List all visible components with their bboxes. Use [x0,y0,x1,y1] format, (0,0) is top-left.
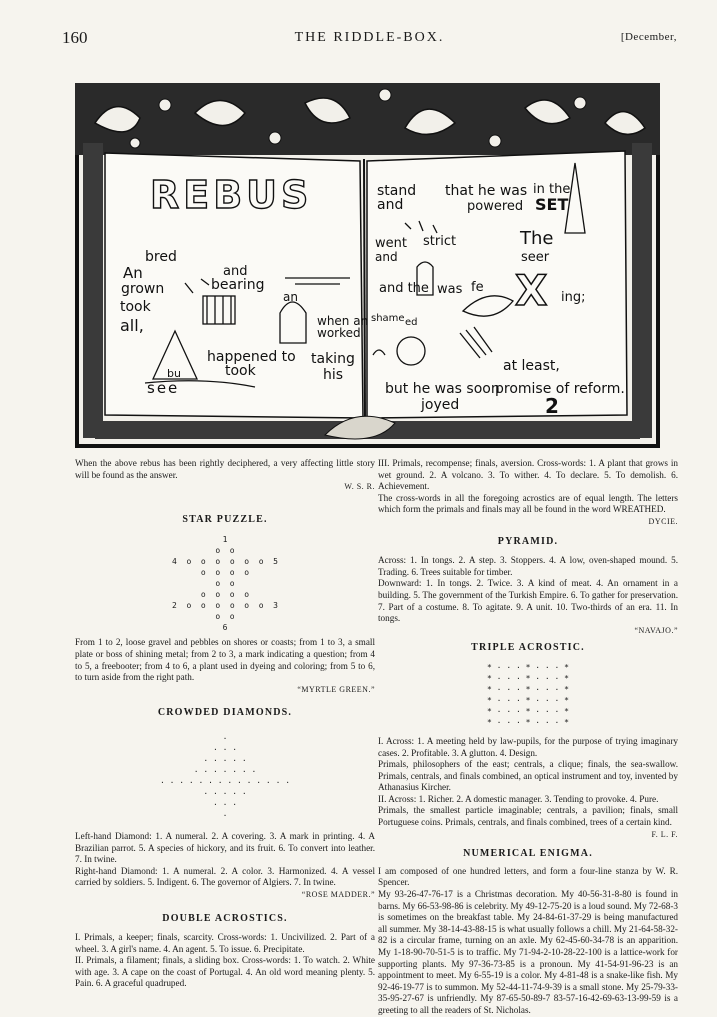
right-column [378,458,678,1017]
star-row: 2 o o o o o o 3 [172,601,278,611]
svg-text:and the: and the [379,281,429,296]
svg-text:his: his [323,367,344,383]
svg-text:X: X [515,266,548,315]
svg-text:bu: bu [167,367,181,380]
star-row: 6 [222,623,228,633]
svg-text:bred: bred [145,249,177,265]
rebus-signature: W. S. R. [344,482,375,492]
svg-text:joyed: joyed [421,397,460,413]
svg-text:stand: stand [377,183,417,199]
pyramid-downward: Downward: 1. In tongs. 2. Twice. 3. A kind of meat. 4. An ornament in a building. 5. The government of the Turkish Empire. 6. To gather for preservation. 7. Part of a costume. 8. To agitate. 9. A unit. 10. Two-thirds of an era. 11. In tongs. [378,578,678,624]
triple-acrostic-title: TRIPLE ACROSTIC. [471,642,585,654]
svg-text:happened to: happened to [207,349,296,365]
svg-text:see: see [147,379,180,397]
triple-acrostic-1: I. Across: 1. A meeting held by law-pupils, for the purpose of trying imaginary cases. 2. Profitable. 3. A glutton. 4. Design. [378,735,678,758]
svg-text:powered: powered [467,199,524,214]
svg-text:shame: shame [371,313,405,324]
rebus-caption: When the above rebus has been rightly deciphered, a very affecting little story will be found as the answer. [75,458,375,480]
svg-text:fe: fe [471,280,484,295]
star-puzzle-signature: “MYRTLE GREEN.” [297,684,375,694]
svg-text:all,: all, [120,316,144,335]
crowded-diamonds-diagram [75,733,375,821]
star-row: o o [215,579,235,589]
holly-band [75,83,660,155]
acrostic-row: * · · · * · · · * [487,695,569,705]
acrostic-row: * · · · * · · · * [487,662,569,672]
triple-acrostic-diagram [378,662,678,728]
svg-text:SET: SET [535,195,569,214]
star-puzzle-title: STAR PUZZLE. [182,513,268,525]
triple-acrostic-1-answer: Primals, philosophers of the east; centrals, a clique; finals, the sea-swallow. Primals, centrals, and finals combined, an optical instrument and toy, invented by Athanasius Kircher. [378,759,678,793]
svg-text:took: took [120,299,151,315]
diamond-row: · · · · · · · · · · · · · · [159,777,291,787]
svg-text:in the: in the [533,182,571,197]
svg-text:strict: strict [423,234,457,249]
acrostic-row: * · · · * · · · * [487,684,569,694]
svg-text:and: and [377,197,404,213]
diamond-row: · · · · · [203,755,247,765]
rebus-heading: REBUS [150,173,313,217]
diamond-row: · · · · · [203,788,247,798]
rebus-illustration [75,83,660,448]
svg-text:was: was [437,282,463,297]
star-row: o o [215,546,235,556]
star-row: o o o o [200,568,250,578]
page-number: 160 [62,28,88,47]
star-diagram [75,534,375,633]
star-puzzle-text: From 1 to 2, loose gravel and pebbles on shores or coasts; from 1 to 3, a small plate or boss of shining metal; from 2 to 3, a mark indicating a question; from 4 to 5, a freebooter; from 4 to 6, a plant used in dyeing and coloring; from 5 to 6, to turn aside from the right path. [75,637,375,683]
triple-acrostic-signature: F. L. F. [651,829,678,839]
pyramid-across: Across: 1. In tongs. 2. A step. 3. Stoppers. 4. A low, oven-shaped mound. 5. Trading. 6. Trees suitable for timber. [378,555,678,577]
numerical-enigma-intro: I am composed of one hundred letters, and form a four-line stanza by W. R. Spencer. [378,865,678,888]
crowded-diamonds-title: CROWDED DIAMONDS. [157,707,293,719]
double-acrostic-2: II. Primals, a filament; finals, a sliding box. Cross-words: 1. To watch. 2. White with age. 3. A cape on the coast of Portugal. 4. An old word meaning plenty. 5. Pain. 6. A graceful quadruped. [75,955,375,989]
diamond-row: · [222,810,228,820]
svg-text:bearing: bearing [211,277,265,293]
numerical-enigma-body: My 93-26-47-76-17 is a Christmas decoration. My 40-56-31-8-80 is found in barns. My 66-53-98-86 is celebrity. My 49-12-75-20 is a loud sound. My 72-68-3 is sometimes on the breakfast table. My 24-84-61-37-29 is being manufactured all summer. My 38-14-43-88-15 is what usually follows a chill. My 21-64-58-32-82 is a circular frame, turning on an axle. My 62-45-60-34-78 is an apparition. My 1-18-90-70-51-5 is to traffic. My 71-94-2-10-28-22-100 is a lattice-work for supporting plants. My 97-36-73-85 is a pronoun. My 41-54-91-96-23 is an appointment to meet. My 6-55-19 is a color. My 4-81-48 is a snake-like fish. My 92-46-19-77 is to summon. My 52-44-11-74-9-39 is a small stone. My 25-79-33-35-95-27-67 is unfriendly. My 87-65-50-89-7 83-57-16-42-69-63-13-99-59 is a greeting to all the readers of St. Nicholas. [378,889,678,1015]
pyramid-signature: “NAVAJO.” [634,625,678,635]
acrostic-row: * · · · * · · · * [487,706,569,716]
svg-text:that he was: that he was [445,183,528,199]
left-column [75,458,375,990]
running-title: THE RIDDLE-BOX. [294,30,445,45]
diamond-row: · · · [212,799,238,809]
svg-text:worked: worked [317,326,361,340]
diamond-row: · [222,733,228,743]
star-row: o o [215,612,235,622]
double-acrostics-title: DOUBLE ACROSTICS. [162,912,288,924]
page-header [62,28,677,50]
svg-text:grown: grown [121,281,165,297]
svg-text:seer: seer [521,250,550,265]
diamond-row: · · · · · · · [193,766,257,776]
double-acrostics-note: The cross-words in all the foregoing acrostics are of equal length. The letters which form the primals and finals may all be found in the word WREATHED. [378,492,678,515]
svg-text:at least,: at least, [503,358,560,374]
svg-text:and: and [375,250,398,264]
acrostic-row: * · · · * · · · * [487,673,569,683]
star-row: 1 [222,535,228,545]
svg-text:taking: taking [311,351,355,367]
svg-text:2: 2 [545,394,559,418]
svg-text:promise of reform.: promise of reform. [495,381,625,397]
svg-text:but he was soon: but he was soon [385,381,500,397]
double-acrostic-3: III. Primals, recompense; finals, aversion. Cross-words: 1. A plant that grows in wet ground. 2. A volcano. 3. To wither. 4. To declare. 5. To demolish. 6. Achievement. [378,458,678,492]
triple-acrostic-2: II. Across: 1. Richer. 2. A domestic manager. 3. Tending to provoke. 4. Pure. [378,793,659,804]
month-label: [December, [620,31,677,43]
svg-text:and: and [223,264,248,279]
svg-text:ing;: ing; [561,290,586,305]
left-diamond-clues: Left-hand Diamond: 1. A numeral. 2. A covering. 3. A mark in printing. 4. A Brazilian parrot. 5. A species of hickory, and its fruit. 6. To convert into leather. 7. In twine. [75,830,375,865]
double-acrostic-1: I. Primals, a keeper; finals, scarcity. Cross-words: 1. Uncivilized. 2. Part of a wheel. 3. A girl's name. 4. An agent. 5. To issue. 6. Precipitate. [75,932,375,954]
double-acrostics-signature: DYCIE. [648,516,678,526]
svg-text:The: The [520,228,554,249]
acrostic-row: * · · · * · · · * [487,717,569,727]
svg-text:went: went [375,236,407,251]
right-diamond-clues: Right-hand Diamond: 1. A numeral. 2. A color. 3. Harmonized. 4. A vessel carried by soldiers. 5. Indigent. 6. The governor of Algiers. 7. In twine. [75,865,375,888]
svg-text:An: An [123,264,143,282]
crowded-diamonds-signature: “ROSE MADDER.” [301,889,375,899]
triple-acrostic-2-answer: Primals, the smallest particle imaginable; centrals, a pavilion; finals, small Portuguese coins. Primals, centrals, and finals combined, trees of a certain kind. [378,805,678,828]
svg-text:an: an [283,290,298,304]
star-row: o o o o [200,590,250,600]
svg-text:ed: ed [405,317,418,328]
diamond-row: · · · [212,744,238,754]
svg-text:took: took [225,363,256,379]
svg-text:when an: when an [317,314,369,328]
star-row: 4 o o o o o o 5 [172,557,278,567]
numerical-enigma-title: NUMERICAL ENIGMA. [463,848,593,860]
pyramid-title: PYRAMID. [497,535,559,547]
rebus-book-image [75,83,660,448]
